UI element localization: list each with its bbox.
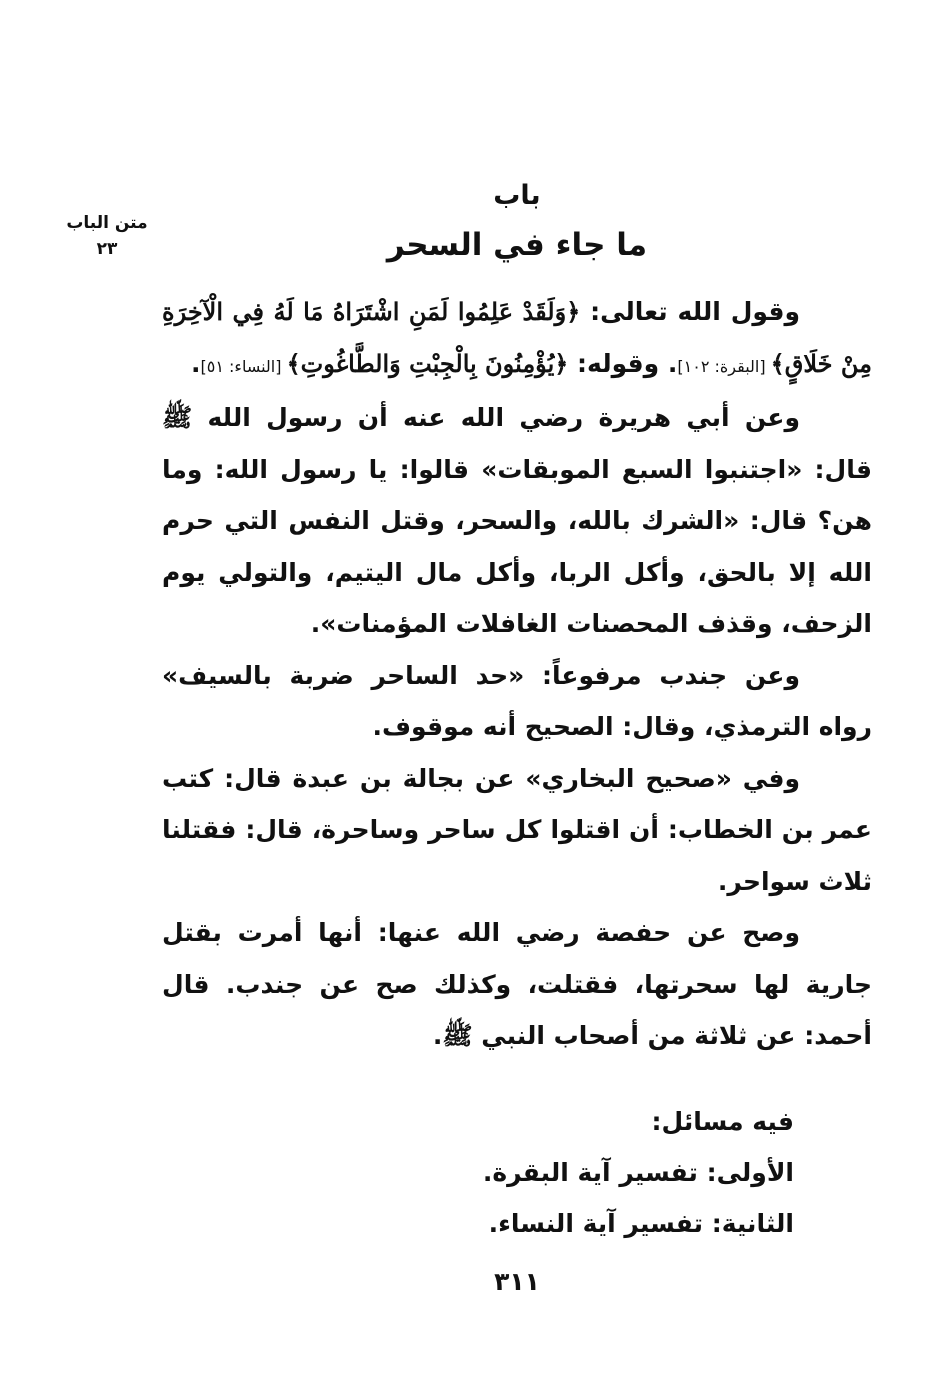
side-note	[52, 210, 162, 262]
quran-verse: ﴿وَلَقَدْ عَلِمُوا لَمَنِ اشْتَرَاهُ مَا لَهُ فِي الْآخِرَةِ مِنْ خَلَاقٍ﴾	[162, 297, 872, 378]
page-number: ٣١١	[494, 1267, 540, 1296]
text-segment: . وقوله:	[568, 348, 678, 378]
verse-reference: [البقرة: ١٠٢]	[677, 356, 771, 376]
issue-item-1: الأولى: تفسير آية البقرة.	[482, 1158, 794, 1187]
paragraph-5	[162, 907, 872, 1062]
text-segment: وعن أبي هريرة رضي الله عنه أن رسول الله ﷺ قال: «اجتنبوا السبع الموبقات» قالوا: يا رسول الله: وما هن؟ قال: «الشرك بالله، والسحر، وقتل النفس التي حرم الله إلا بالحق، وأكل الربا، وأكل مال اليتيم، والتولي يوم الزحف، وقذف المحصنات الغافلات المؤمنات».	[162, 403, 872, 638]
text-segment: وفي «صحيح البخاري» عن بجالة بن عبدة قال: كتب عمر بن الخطاب: أن اقتلوا كل ساحر وساحرة، قال: فقتلنا ثلاث سواحر.	[162, 763, 872, 896]
issues-intro: فيه مسائل:	[651, 1107, 794, 1136]
chapter-title: ما جاء في السحر	[386, 227, 648, 263]
text-segment: وعن جندب مرفوعاً: «حد الساحر ضربة بالسيف» رواه الترمذي، وقال: الصحيح أنه موقوف.	[162, 660, 872, 741]
issue-item-2: الثانية: تفسير آية النساء.	[488, 1209, 794, 1238]
paragraph-3	[162, 650, 872, 753]
verse-reference: [النساء: ٥١]	[200, 356, 287, 376]
paragraph-2	[162, 392, 872, 650]
side-note-number: ٢٣	[96, 239, 118, 259]
text-segment: وصح عن حفصة رضي الله عنها: أنها أمرت بقتل جارية لها سحرتها، فقتلت، وكذلك صح عن جندب. قال أحمد: عن ثلاثة من أصحاب النبي ﷺ.	[162, 918, 872, 1050]
text-segment: .	[191, 348, 201, 378]
quran-verse: ﴿يُؤْمِنُونَ بِالْجِبْتِ وَالطَّاغُوتِ﴾	[286, 348, 569, 378]
paragraph-4	[162, 753, 872, 908]
paragraph-1	[162, 286, 872, 392]
issues-list	[162, 1096, 794, 1249]
body-text	[162, 286, 872, 1062]
side-note-label: متن الباب	[66, 213, 148, 233]
chapter-label: باب	[493, 180, 541, 211]
text-segment: وقول الله تعالى:	[580, 297, 800, 326]
